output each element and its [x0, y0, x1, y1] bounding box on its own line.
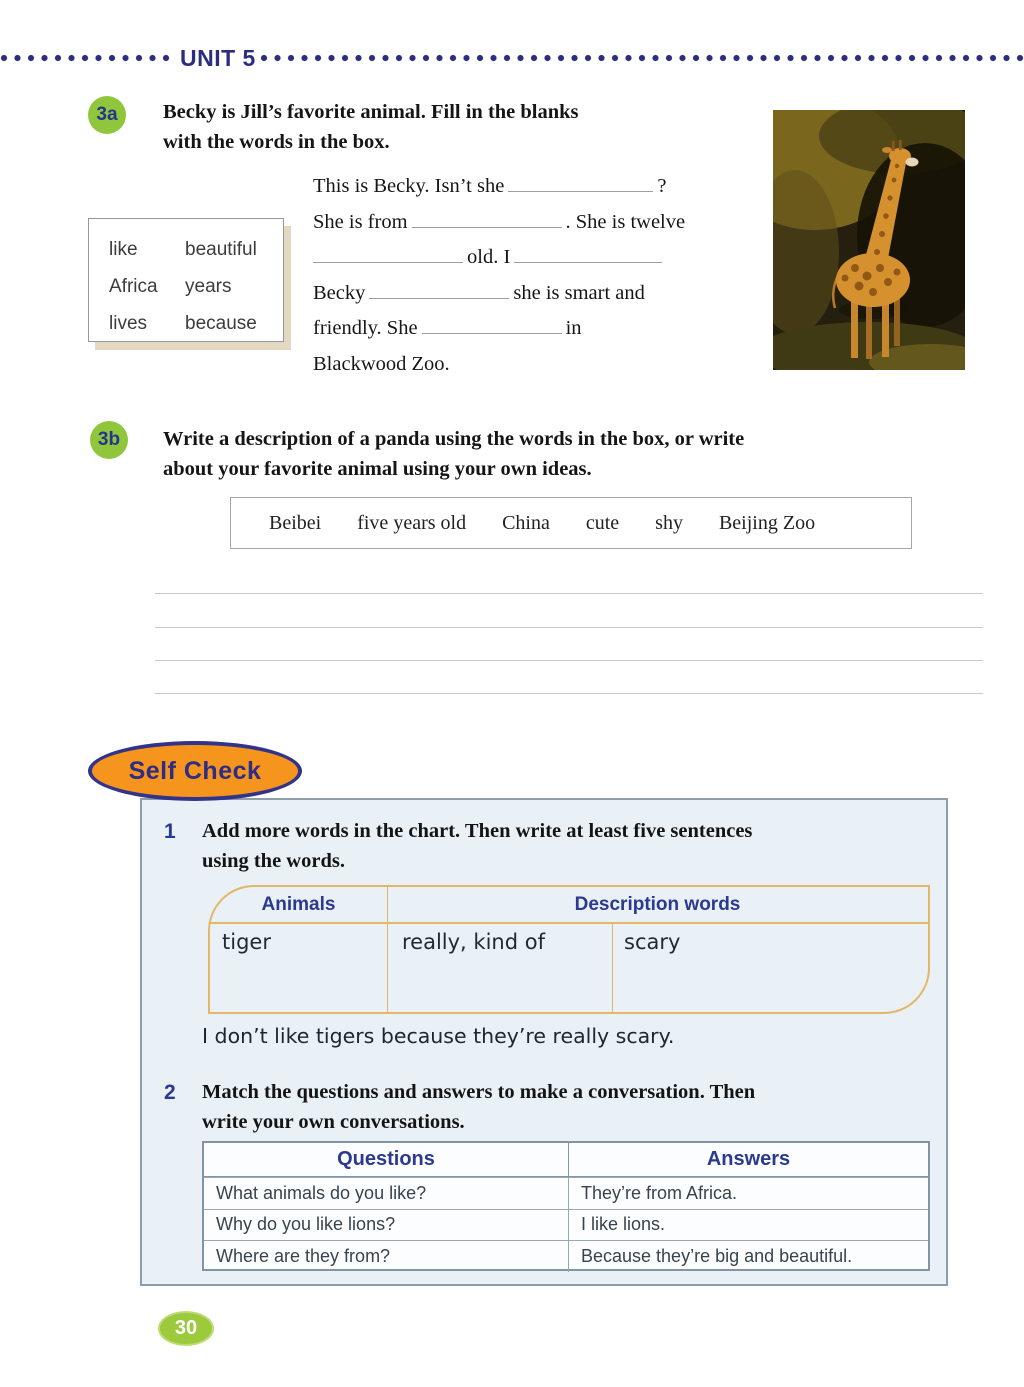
fill-blank: [369, 283, 509, 299]
column-header: Description words: [574, 893, 741, 915]
paragraph-text: . She is twelve: [565, 210, 686, 233]
paragraph-line: [313, 240, 743, 276]
unit-label: UNIT 5: [180, 45, 256, 71]
word-box-item: lives: [109, 313, 148, 334]
paragraph-text: ?: [657, 175, 667, 197]
fill-blank: [422, 318, 562, 334]
fill-in-paragraph: [313, 169, 743, 382]
fill-blank: [508, 176, 653, 192]
word-box-item: because: [185, 313, 257, 334]
paragraph-line: [313, 169, 743, 205]
chart-cell-animal: tiger: [222, 930, 271, 954]
word-box-item: shy: [655, 511, 683, 534]
table-row: [204, 1177, 928, 1209]
chart-header-description: [387, 887, 928, 922]
item-1-instruction: [202, 816, 752, 876]
instruction-line: about your favorite animal using your own ideas.: [163, 457, 592, 480]
question-cell: Where are they from?: [204, 1241, 569, 1272]
exercise-3a-badge: 3a: [88, 96, 126, 134]
header-dotted-rule-left: [0, 52, 172, 64]
paragraph-text: Blackwood Zoo.: [313, 352, 450, 375]
fill-blank: [412, 212, 562, 228]
paragraph-text: She is from: [313, 210, 408, 233]
paragraph-line: [313, 276, 743, 312]
table-row: [204, 1209, 928, 1241]
writing-line: [155, 627, 983, 628]
chart-column-divider: [612, 922, 613, 1012]
chart-column-divider: [387, 887, 388, 1012]
instruction-line: Match the questions and answers to make a conversation. Then: [202, 1081, 756, 1103]
instruction-line: Write a description of a panda using the words in the box, or write: [163, 428, 745, 450]
questions-answers-table: [202, 1141, 930, 1271]
paragraph-text: old. I: [467, 246, 511, 268]
paragraph-text: Becky: [313, 281, 366, 304]
word-box-3a: [88, 218, 284, 342]
word-box-3b: [230, 497, 912, 549]
chart-cell-modifier: really, kind of: [402, 930, 545, 954]
exercise-3b-badge: 3b: [90, 421, 128, 459]
word-box-item: China: [502, 511, 550, 534]
self-check-title-badge: Self Check: [88, 741, 302, 801]
chart-cell-adjective: scary: [624, 930, 681, 954]
paragraph-text: friendly. She: [313, 317, 418, 339]
word-box-item: cute: [585, 511, 620, 534]
word-box-item: Africa: [109, 276, 158, 297]
word-box-item: five years old: [357, 511, 467, 534]
self-check-panel: [140, 798, 948, 1286]
paragraph-line: [313, 311, 743, 347]
fill-blank: [514, 247, 662, 263]
header-dotted-rule-right: [260, 52, 1024, 64]
answer-cell: I like lions.: [581, 1214, 666, 1235]
item-2-instruction: [202, 1077, 755, 1137]
paragraph-text: she is smart and: [513, 281, 645, 304]
instruction-line: Becky is Jill’s favorite animal. Fill in the blanks: [163, 101, 579, 123]
qa-header-row: [204, 1143, 928, 1177]
page-number-badge: 30: [158, 1311, 214, 1346]
chart-header-row: [210, 887, 928, 924]
paragraph-text: in: [565, 317, 582, 339]
writing-line: [155, 660, 983, 661]
word-box-item: like: [109, 239, 138, 260]
table-row: [204, 1240, 928, 1272]
paragraph-text: This is Becky. Isn’t she: [313, 175, 505, 197]
chart-header-animals: [210, 887, 387, 922]
word-box-item: years: [185, 276, 232, 297]
qa-header-answers: Answers: [706, 1148, 791, 1170]
item-2-number: 2: [164, 1081, 176, 1104]
giraffe-photo: [773, 110, 965, 370]
paragraph-line: [313, 347, 743, 383]
item-1-number: 1: [164, 820, 176, 843]
paragraph-line: [313, 205, 743, 241]
fill-blank: [313, 247, 463, 263]
word-box-item: Beibei: [269, 511, 322, 534]
example-sentence: I don’t like tigers because they’re really scary.: [202, 1024, 675, 1048]
qa-header-questions: Questions: [204, 1143, 569, 1176]
exercise-3a-instruction: [163, 98, 579, 157]
instruction-line: Add more words in the chart. Then write at least five sentences: [202, 820, 753, 842]
exercise-3b-instruction: [163, 425, 744, 484]
instruction-line: write your own conversations.: [202, 1111, 465, 1133]
answer-cell: They’re from Africa.: [581, 1182, 738, 1203]
writing-line: [155, 693, 983, 694]
writing-line: [155, 593, 983, 594]
question-cell: Why do you like lions?: [204, 1210, 569, 1241]
word-box-item: beautiful: [185, 239, 257, 260]
question-cell: What animals do you like?: [204, 1178, 569, 1209]
word-box-item: Beijing Zoo: [718, 511, 816, 534]
animals-description-chart: [208, 885, 930, 1014]
column-header: Animals: [261, 893, 336, 915]
instruction-line: using the words.: [202, 850, 345, 872]
instruction-line: with the words in the box.: [163, 130, 390, 153]
answer-cell: Because they’re big and beautiful.: [581, 1245, 853, 1266]
